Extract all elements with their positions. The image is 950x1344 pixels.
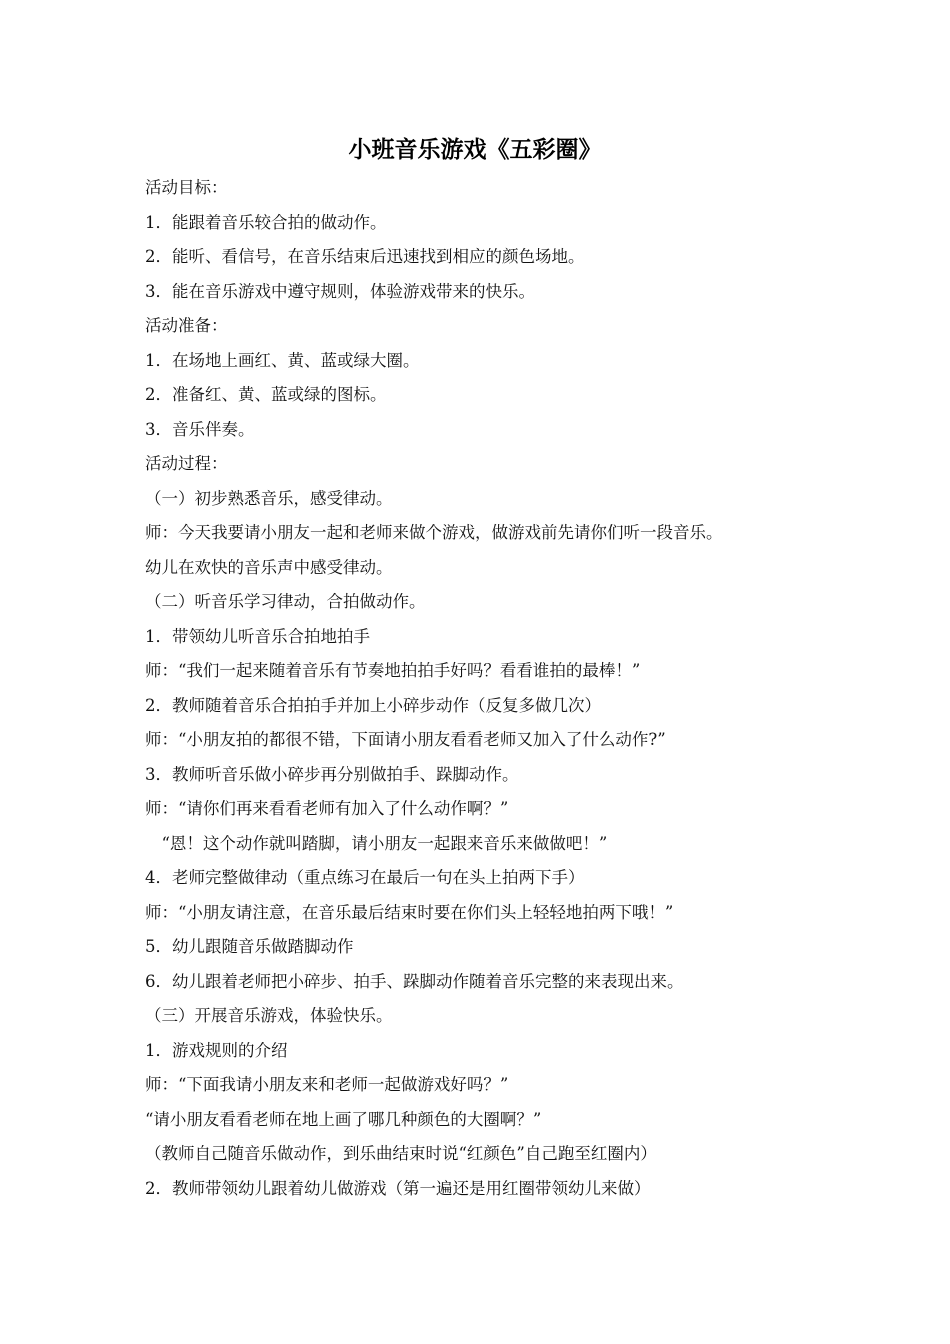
text-line: 2．能听、看信号，在音乐结束后迅速找到相应的颜色场地。 bbox=[145, 247, 585, 266]
document-body bbox=[145, 171, 845, 1206]
text-line: “恩！这个动作就叫踏脚，请小朋友一起跟来音乐来做做吧！” bbox=[145, 833, 608, 853]
text-line: 4．老师完整做律动（重点练习在最后一句在头上拍两下手） bbox=[145, 868, 585, 887]
text-line: 3．教师听音乐做小碎步再分别做拍手、跺脚动作。 bbox=[145, 764, 519, 784]
text-line: 3．能在音乐游戏中遵守规则，体验游戏带来的快乐。 bbox=[145, 281, 535, 301]
text-line: “请小朋友看看老师在地上画了哪几种颜色的大圈啊？” bbox=[145, 1109, 542, 1129]
text-line: 师：“小朋友请注意，在音乐最后结束时要在你们头上轻轻地拍两下哦！” bbox=[145, 902, 674, 922]
text-line: 1．能跟着音乐较合拍的做动作。 bbox=[145, 212, 387, 232]
text-line: 师：“下面我请小朋友来和老师一起做游戏好吗？” bbox=[145, 1075, 509, 1094]
text-line: 幼儿在欢快的音乐声中感受律动。 bbox=[145, 557, 393, 577]
text-line: （三）开展音乐游戏，体验快乐。 bbox=[145, 1006, 393, 1025]
text-line: （二）听音乐学习律动，合拍做动作。 bbox=[145, 592, 426, 611]
text-line: 2．教师随着音乐合拍拍手并加上小碎步动作（反复多做几次） bbox=[145, 695, 601, 715]
text-line: （一）初步熟悉音乐，感受律动。 bbox=[145, 488, 393, 508]
text-line: 活动过程： bbox=[145, 454, 228, 473]
text-line: 5．幼儿跟随音乐做踏脚动作 bbox=[145, 937, 354, 956]
text-line: 活动目标： bbox=[145, 178, 228, 197]
text-line: 3．音乐伴奏。 bbox=[145, 419, 255, 439]
text-line: 1．在场地上画红、黄、蓝或绿大圈。 bbox=[145, 350, 420, 370]
document-title: 小班音乐游戏《五彩圈》 bbox=[348, 137, 602, 163]
text-line: 活动准备： bbox=[145, 316, 228, 335]
text-line: 1．游戏规则的介绍 bbox=[145, 1040, 288, 1060]
text-line: 师：“我们一起来随着音乐有节奏地拍拍手好吗？看看谁拍的最棒！” bbox=[145, 661, 641, 680]
text-line: 师：“请你们再来看看老师有加入了什么动作啊？” bbox=[145, 799, 509, 818]
text-line: 6．幼儿跟着老师把小碎步、拍手、跺脚动作随着音乐完整的来表现出来。 bbox=[145, 971, 684, 991]
text-line: 1．带领幼儿听音乐合拍地拍手 bbox=[145, 626, 370, 646]
text-line: 2．准备红、黄、蓝或绿的图标。 bbox=[145, 385, 387, 404]
text-line: （教师自己随音乐做动作，到乐曲结束时说“红颜色”自己跑至红圈内） bbox=[145, 1144, 657, 1163]
text-line: 2．教师带领幼儿跟着幼儿做游戏（第一遍还是用红圈带领幼儿来做） bbox=[145, 1178, 651, 1198]
text-line: 师：“小朋友拍的都很不错，下面请小朋友看看老师又加入了什么动作?” bbox=[145, 730, 666, 749]
text-line: 师：今天我要请小朋友一起和老师来做个游戏，做游戏前先请你们听一段音乐。 bbox=[145, 523, 723, 542]
